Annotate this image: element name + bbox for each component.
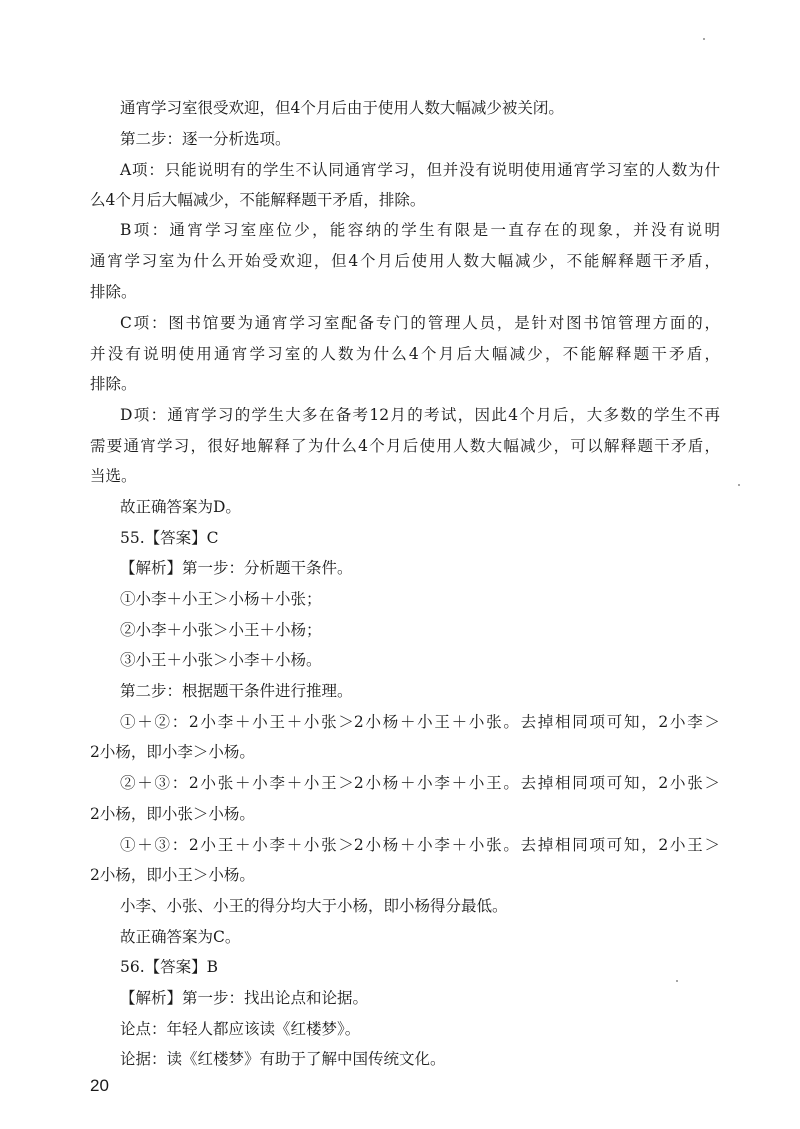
answer-heading: 55.【答案】C <box>120 529 219 547</box>
text-line: 小李、小张、小王的得分均大于小杨，即小杨得分最低。 <box>120 897 508 915</box>
text-line: 论据：读《红楼梦》有助于了解中国传统文化。 <box>120 1050 446 1068</box>
text-line: 第二步：根据题干条件进行推理。 <box>120 682 353 700</box>
text-line: 排除。 <box>90 283 137 301</box>
text-line: ①小李＋小王＞小杨＋小张； <box>120 590 322 608</box>
scan-speck <box>738 484 740 486</box>
text-line: ③小王＋小张＞小李＋小杨。 <box>120 651 322 669</box>
text-line: ①＋③：2小王＋小李＋小张＞2小杨＋小李＋小张。去掉相同项可知，2小王＞ <box>120 836 720 854</box>
text-line: 故正确答案为D。 <box>120 498 241 516</box>
text-line: 2小杨，即小李＞小杨。 <box>90 743 255 761</box>
text-line: A项：只能说明有的学生不认同通宵学习，但并没有说明使用通宵学习室的人数为什 <box>120 161 720 179</box>
text-line: 通宵学习室很受欢迎，但4个月后由于使用人数大幅减少被关闭。 <box>120 99 564 117</box>
text-line: 第二步：逐一分析选项。 <box>120 130 291 148</box>
text-line: 排除。 <box>90 375 137 393</box>
text-line: 通宵学习室为什么开始受欢迎，但4个月后使用人数大幅减少，不能解释题干矛盾， <box>90 252 720 270</box>
text-line: 故正确答案为C。 <box>120 928 241 946</box>
text-line: 2小杨，即小王＞小杨。 <box>90 866 255 884</box>
analysis-heading: 【解析】第一步：分析题干条件。 <box>120 559 353 577</box>
text-line: 2小杨，即小张＞小杨。 <box>90 805 255 823</box>
text-line: 需要通宵学习，很好地解释了为什么4个月后使用人数大幅减少，可以解释题干矛盾， <box>90 437 720 455</box>
text-line: 论点：年轻人都应该读《红楼梦》。 <box>120 1020 361 1038</box>
text-line: ②小李＋小张＞小王＋小杨； <box>120 621 322 639</box>
text-line: 并没有说明使用通宵学习室的人数为什么4个月后大幅减少，不能解释题干矛盾， <box>90 345 720 363</box>
analysis-heading: 【解析】第一步：找出论点和论据。 <box>120 989 369 1007</box>
text-line: D项：通宵学习的学生大多在备考12月的考试，因此4个月后，大多数的学生不再 <box>120 406 720 424</box>
text-line: B项：通宵学习室座位少，能容纳的学生有限是一直存在的现象，并没有说明 <box>120 221 720 239</box>
text-line: ①＋②：2小李＋小王＋小张＞2小杨＋小王＋小张。去掉相同项可知，2小李＞ <box>120 713 720 731</box>
answer-heading: 56.【答案】B <box>120 958 219 976</box>
scan-speck <box>703 38 705 40</box>
scan-speck <box>676 980 678 982</box>
text-line: 么4个月后大幅减少，不能解释题干矛盾，排除。 <box>90 191 426 209</box>
text-line: C项：图书馆要为通宵学习室配备专门的管理人员，是针对图书馆管理方面的， <box>120 314 720 332</box>
page-number: 20 <box>90 1076 109 1095</box>
text-line: ②＋③：2小张＋小李＋小王＞2小杨＋小李＋小王。去掉相同项可知，2小张＞ <box>120 774 720 792</box>
text-line: 当选。 <box>90 467 137 485</box>
